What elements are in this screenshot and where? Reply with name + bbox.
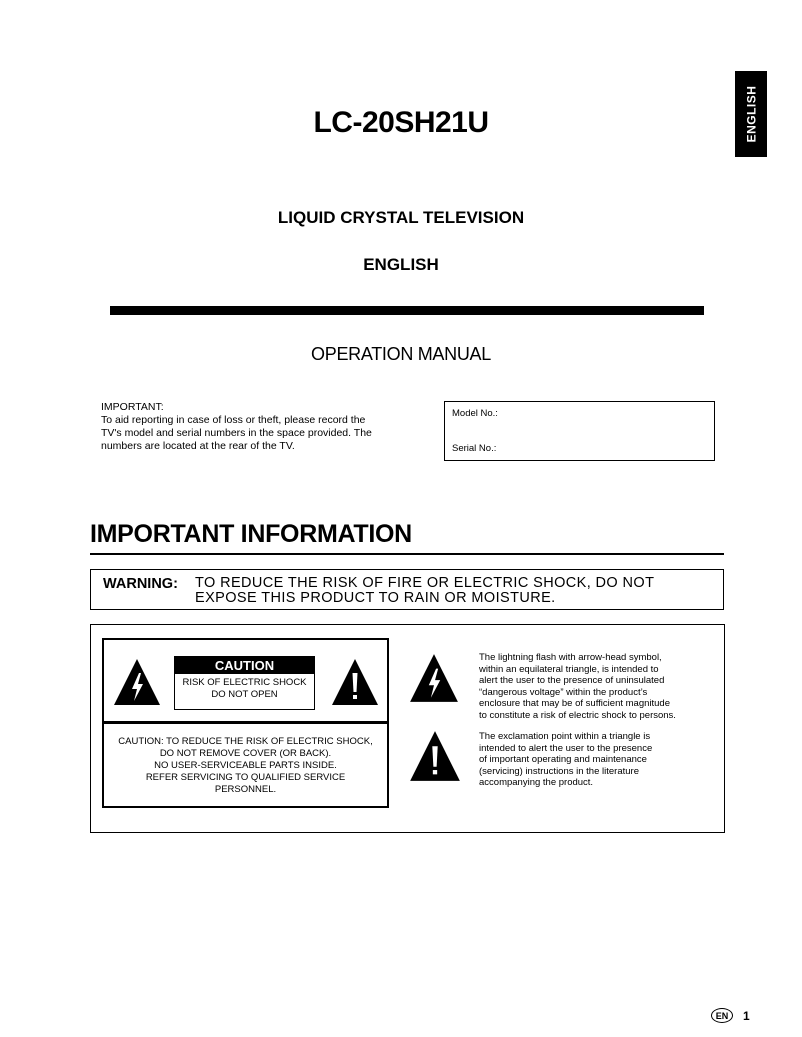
model-serial-box — [444, 401, 715, 461]
caution-label-panel — [102, 638, 389, 808]
section-heading: IMPORTANT INFORMATION — [90, 520, 412, 548]
caution-notice-line: NO USER-SERVICEABLE PARTS INSIDE. — [154, 760, 337, 771]
record-note — [101, 401, 421, 453]
manual-title: OPERATION MANUAL — [311, 344, 491, 364]
record-note-line: To aid reporting in case of loss or theft, please record the — [101, 414, 366, 426]
record-note-line: numbers are located at the rear of the TV. — [101, 440, 295, 452]
warning-line: EXPOSE THIS PRODUCT TO RAIN OR MOISTURE. — [195, 590, 556, 606]
lightning-explanation-line: enclosure that may be of sufficient magnitude — [479, 698, 670, 709]
language-side-tab-label: ENGLISH — [744, 85, 758, 143]
lightning-explanation-line: to constitute a risk of electric shock to persons. — [479, 709, 676, 721]
caution-notice-line: CAUTION: TO REDUCE THE RISK OF ELECTRIC SHOCK, — [118, 736, 373, 747]
warning-text — [195, 576, 695, 606]
section-divider — [90, 553, 724, 555]
record-note-line: TV's model and serial numbers in the space provided. The — [101, 427, 372, 439]
record-note-heading: IMPORTANT: — [101, 401, 164, 413]
serial-number-label: Serial No.: — [452, 443, 497, 454]
exclamation-explanation-line: The exclamation point within a triangle is — [479, 731, 651, 742]
exclamation-explanation-line: accompanying the product. — [479, 777, 594, 788]
lightning-explanation — [479, 652, 719, 721]
model-number-label: Model No.: — [452, 408, 498, 419]
caution-badge-line: RISK OF ELECTRIC SHOCK — [182, 677, 307, 688]
caution-notice-line: REFER SERVICING TO QUALIFIED SERVICE — [145, 772, 346, 783]
caution-panel-divider — [104, 721, 387, 724]
lightning-explanation-line: alert the user to the presence of uninsulated — [479, 675, 665, 686]
lightning-explanation-line: within an equilateral triangle, is intended to — [479, 663, 659, 675]
exclamation-explanation — [479, 731, 719, 789]
caution-badge-text — [175, 677, 314, 701]
exclamation-symbol-icon — [408, 729, 462, 783]
caution-notice — [108, 736, 383, 796]
caution-notice-line: PERSONNEL. — [214, 784, 277, 795]
warning-label: WARNING: — [103, 576, 178, 592]
exclamation-explanation-line: (servicing) instructions in the literature — [479, 765, 639, 777]
language-badge-icon: EN — [711, 1008, 733, 1023]
lightning-symbol-icon — [408, 652, 460, 704]
caution-notice-line: DO NOT REMOVE COVER (OR BACK). — [159, 748, 332, 759]
caution-badge — [174, 656, 315, 710]
title-divider — [110, 306, 704, 315]
model-title: LC-20SH21U — [313, 106, 489, 139]
language-heading: ENGLISH — [363, 255, 439, 274]
exclamation-warning-icon — [330, 657, 380, 707]
caution-badge-line: DO NOT OPEN — [211, 689, 278, 700]
lightning-explanation-line: The lightning flash with arrow-head symbol, — [479, 652, 662, 663]
page-footer — [711, 1008, 750, 1023]
product-subtitle: LIQUID CRYSTAL TELEVISION — [277, 208, 525, 227]
caution-badge-title: CAUTION — [175, 657, 314, 674]
warning-box — [90, 569, 724, 610]
warning-line: TO REDUCE THE RISK OF FIRE OR ELECTRIC SHOCK, DO NOT — [195, 575, 655, 591]
exclamation-explanation-line: of important operating and maintenance — [479, 754, 647, 765]
exclamation-explanation-line: intended to alert the user to the presence — [479, 742, 653, 754]
page-number: 1 — [743, 1008, 750, 1023]
lightning-explanation-line: “dangerous voltage” within the product’s — [479, 686, 648, 698]
lightning-warning-icon — [112, 657, 162, 707]
